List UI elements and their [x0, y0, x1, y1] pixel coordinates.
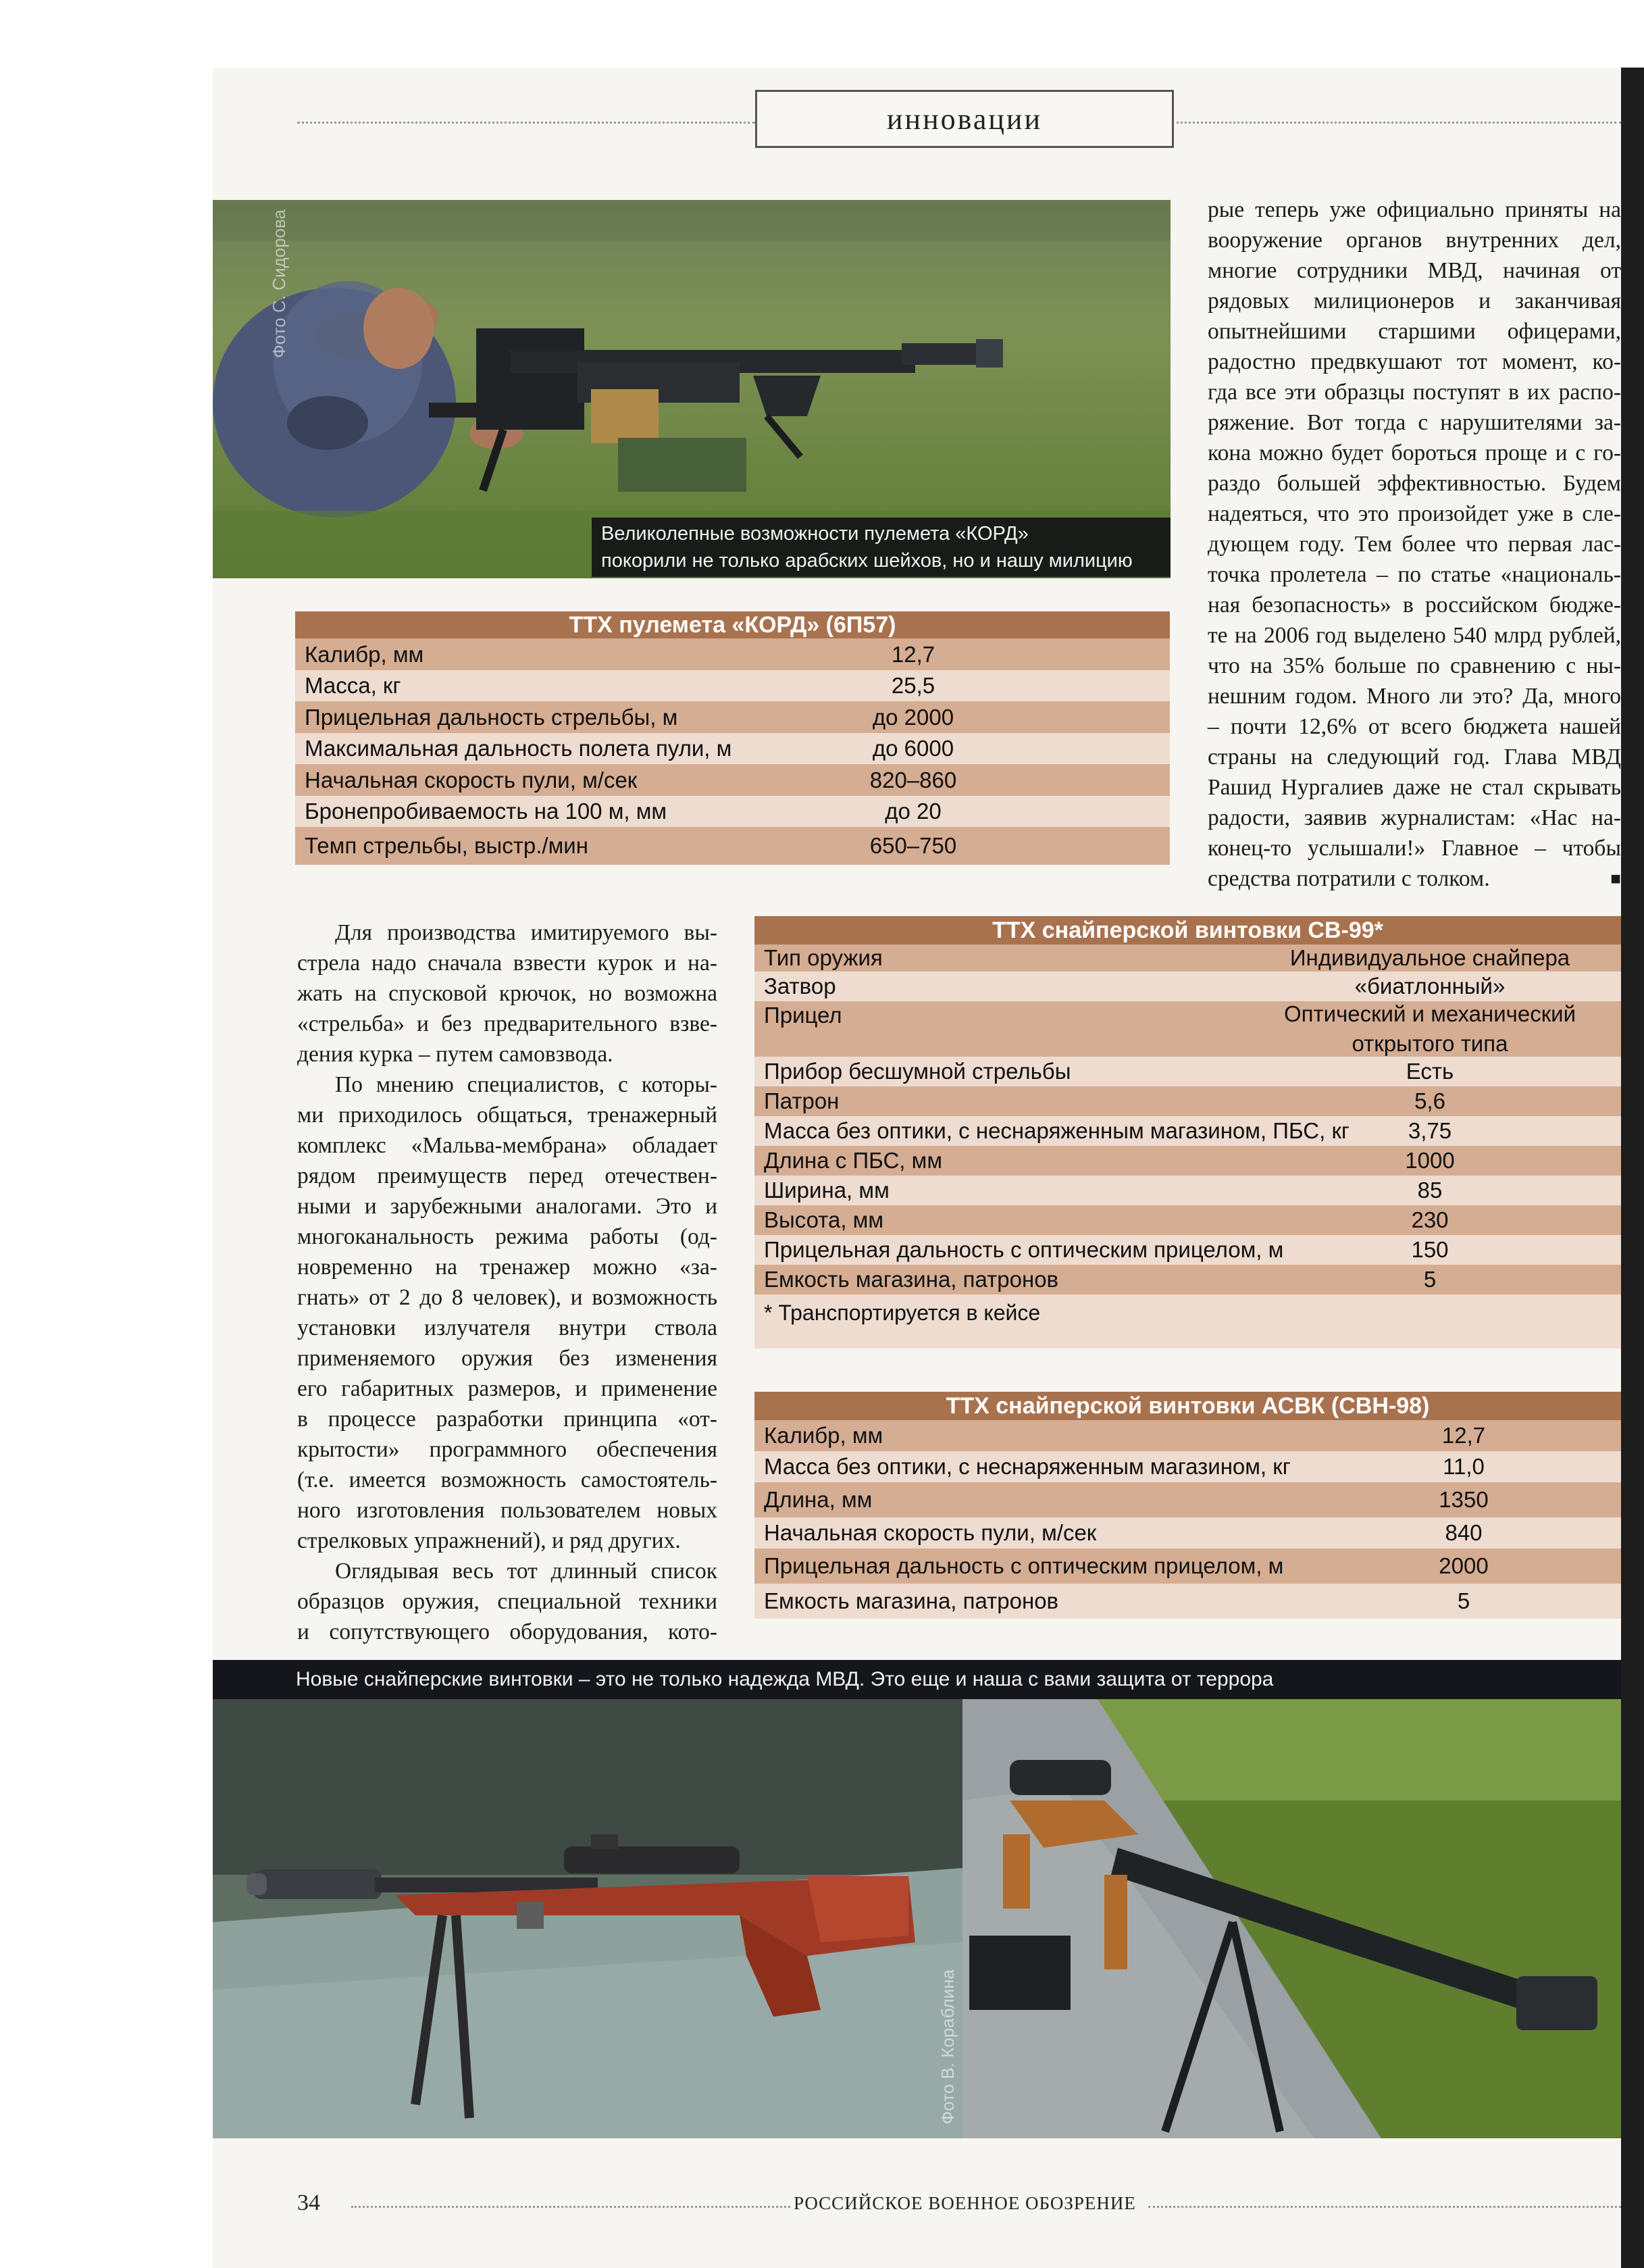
- sv99-param: Масса без оптики, с неснаряженным магазином, ПБС, кг: [764, 1118, 1350, 1143]
- asvk-row: [754, 1584, 1621, 1619]
- kord-row: [295, 701, 1170, 733]
- right-text-line: многие сотрудники МВД, начиная от: [1208, 258, 1621, 283]
- sv99-value: «биатлонный»: [1354, 974, 1506, 999]
- kord-value: 12,7: [891, 641, 935, 667]
- left-text-line: Оглядывая весь тот длинный список: [335, 1559, 717, 1584]
- left-text-line: стрела надо сначала взвести курок и на-: [297, 951, 717, 976]
- sv99-value: 230: [1411, 1207, 1449, 1232]
- scan-edge: [1621, 68, 1644, 2268]
- left-text-line: в процессе разработки принципа «от-: [297, 1407, 717, 1432]
- sv99-row: [754, 944, 1621, 972]
- right-text-line: страны на следующий год. Глава МВД: [1208, 745, 1621, 770]
- asvk-row: [754, 1517, 1621, 1548]
- magazine-name: РОССИЙСКОЕ ВОЕННОЕ ОБОЗРЕНИЕ: [794, 2193, 1136, 2213]
- kord-value: 820–860: [869, 767, 957, 792]
- footer-rule-left: [351, 2206, 790, 2208]
- right-text-line: те на 2006 год выделено 540 млрд рублей,: [1208, 623, 1621, 648]
- kord-row: [295, 827, 1170, 865]
- asvk-specs-table: [754, 1392, 1621, 1619]
- asvk-table-title: ТТХ снайперской винтовки АСВК (СВН-98): [754, 1392, 1621, 1420]
- rifles-photo-caption: Новые снайперские винтовки – это не только надежда МВД. Это еще и наша с вами защита от террора: [296, 1668, 1274, 1690]
- right-text-column: [1208, 195, 1621, 894]
- left-text-line: гнать» от 2 до 8 человек), и возможность: [297, 1285, 717, 1310]
- sv99-row: [754, 972, 1621, 1001]
- left-text-line: многоканальность режима работы (од-: [297, 1224, 717, 1249]
- rifles-photo-credit: Фото В. Кораблина: [937, 1969, 958, 2125]
- sv99-row: [754, 1086, 1621, 1116]
- right-text-line: ряжение. Вот тогда с нарушителями за-: [1208, 410, 1621, 435]
- right-text-line: точка пролетела – по статье «националь-: [1208, 562, 1621, 587]
- kord-param: Прицельная дальность стрельбы, м: [305, 704, 678, 730]
- right-text-line: надеяться, что это произойдет уже в сле-: [1208, 501, 1621, 526]
- asvk-row: [754, 1482, 1621, 1517]
- asvk-rifle-photo: [962, 1699, 1621, 2138]
- sv99-value-line: открытого типа: [1352, 1031, 1508, 1056]
- sv99-table-title: ТТХ снайперской винтовки СВ-99*: [754, 916, 1621, 944]
- left-text-line: установки излучателя внутри ствола: [297, 1315, 717, 1340]
- kord-row: [295, 670, 1170, 701]
- kord-param: Масса, кг: [305, 673, 401, 698]
- left-text-line: По мнению специалистов, с которы-: [335, 1072, 717, 1097]
- left-text-line: образцов оружия, специальной техники: [297, 1589, 717, 1614]
- sv99-row: [754, 1205, 1621, 1235]
- left-text-line: и сопутствующего оборудования, кото-: [297, 1619, 717, 1644]
- asvk-param: Калибр, мм: [764, 1423, 883, 1448]
- left-text-line: ного изготовления пользователем новых: [297, 1498, 717, 1523]
- sv99-value: 150: [1411, 1237, 1449, 1262]
- kord-param: Начальная скорость пули, м/сек: [305, 767, 638, 792]
- sv99-value-line: Оптический и механический: [1283, 1001, 1576, 1026]
- kord-row: [295, 764, 1170, 796]
- right-text-line: гда все эти образцы поступят в их распо-: [1208, 380, 1621, 405]
- kord-value: до 2000: [872, 704, 954, 730]
- kord-caption-line-2: покорили не только арабских шейхов, но и нашу милицию: [601, 550, 1133, 572]
- sv99-value: 85: [1417, 1178, 1443, 1203]
- sv99-row: [754, 1235, 1621, 1265]
- right-text-line: вооружение органов внутренних дел,: [1208, 228, 1621, 253]
- kord-row: [295, 796, 1170, 827]
- asvk-param: Емкость магазина, патронов: [764, 1588, 1059, 1613]
- footer-rule-right: [1148, 2206, 1621, 2208]
- kord-value: до 6000: [872, 736, 954, 761]
- kord-row: [295, 638, 1170, 670]
- right-text-line: – почти 12,6% от всего бюджета нашей: [1208, 714, 1621, 739]
- left-text-line: ми приходилось общаться, тренажерный: [297, 1103, 717, 1128]
- sv99-value: [1241, 999, 1619, 1059]
- sv99-value: 5,6: [1414, 1088, 1445, 1113]
- header-rule-right: [1172, 122, 1621, 124]
- page-number: 34: [297, 2190, 320, 2215]
- section-header: [755, 90, 1174, 148]
- kord-param: Калибр, мм: [305, 641, 424, 667]
- right-text-line: раздо большей эффективностью. Будем: [1208, 471, 1621, 496]
- header-rule-left: [297, 122, 755, 124]
- sv99-row: [754, 1176, 1621, 1205]
- sv99-value: Индивидуальное снайпера: [1289, 945, 1570, 970]
- sv99-row: [754, 1057, 1621, 1086]
- rifles-photo-caption-bar: [213, 1660, 1621, 1699]
- sv99-value: 1000: [1405, 1148, 1455, 1173]
- end-of-article-mark: ■: [1610, 869, 1621, 888]
- left-text-line: стрелковых упражнений), и ряд других.: [297, 1528, 681, 1553]
- left-text-line: Для производства имитируемого вы-: [335, 920, 717, 945]
- kord-param: Максимальная дальность полета пули, м: [305, 736, 732, 761]
- kord-value: до 20: [885, 799, 942, 824]
- sv99-param: Высота, мм: [764, 1207, 884, 1232]
- left-text-line: новременно на тренажер можно «за-: [297, 1255, 717, 1280]
- right-text-line: конец-то услышали!» Главное – чтобы: [1208, 836, 1621, 861]
- asvk-value: 1350: [1439, 1487, 1489, 1512]
- sv99-value: 5: [1423, 1267, 1437, 1292]
- sv99-param: Затвор: [764, 974, 836, 999]
- asvk-value: 5: [1457, 1588, 1470, 1613]
- asvk-row: [754, 1451, 1621, 1482]
- sv99-row: [754, 1265, 1621, 1294]
- kord-row: [295, 733, 1170, 764]
- kord-caption-line-1: Великолепные возможности пулемета «КОРД»: [601, 523, 1029, 545]
- left-text-line: комплекс «Мальва-мембрана» обладает: [297, 1133, 717, 1158]
- right-text-line: средства потратили с толком.: [1208, 866, 1490, 891]
- right-text-line: радостно предвкушают тот момент, ко-: [1208, 349, 1621, 374]
- left-text-line: применяемого оружия без изменения: [297, 1346, 717, 1371]
- sv99-param: Емкость магазина, патронов: [764, 1267, 1059, 1292]
- left-text-line: «стрельба» и без предварительного взве-: [297, 1011, 717, 1036]
- left-text-line: ными и зарубежными аналогами. Это и: [297, 1194, 717, 1219]
- left-text-line: дения курка – путем самовзвода.: [297, 1042, 613, 1067]
- left-text-line: (т.е. имеется возможность самостоятель-: [297, 1467, 717, 1492]
- kord-param: Темп стрельбы, выстр./мин: [305, 833, 588, 858]
- right-text-line: рядовых милиционеров и заканчивая: [1208, 288, 1621, 313]
- asvk-value: 2000: [1439, 1553, 1489, 1578]
- right-text-line: опытнейшими старшими офицерами,: [1208, 319, 1621, 344]
- sv99-value: 3,75: [1408, 1118, 1452, 1143]
- kord-photo-credit: Фото С. Сидорова: [269, 209, 289, 359]
- kord-table-title: ТТХ пулемета «КОРД» (6П57): [295, 611, 1170, 638]
- asvk-row: [754, 1548, 1621, 1584]
- kord-value: 25,5: [891, 673, 935, 698]
- sv99-row: [754, 1001, 1621, 1057]
- sv99-rifle-illustration: [213, 1699, 962, 2138]
- sv99-param: Патрон: [764, 1088, 840, 1113]
- asvk-value: 11,0: [1443, 1454, 1485, 1479]
- sv99-param: Тип оружия: [764, 945, 883, 970]
- asvk-rifle-illustration: [962, 1699, 1621, 2138]
- sv99-value: Есть: [1406, 1059, 1454, 1084]
- right-text-line: что на 35% больше по сравнению с ны-: [1208, 653, 1621, 678]
- asvk-param: Начальная скорость пули, м/сек: [764, 1520, 1097, 1545]
- left-text-column: [297, 917, 717, 1647]
- sv99-param: Прибор бесшумной стрельбы: [764, 1059, 1071, 1084]
- right-text-line: дующем году. Тем более что первая лас-: [1208, 532, 1621, 557]
- left-text-line: его габаритных размеров, и применение: [297, 1376, 717, 1401]
- right-text-line: ная безопасность» в российском бюдже-: [1208, 593, 1621, 618]
- sv99-rifle-photo: [213, 1699, 962, 2138]
- sv99-row: [754, 1146, 1621, 1176]
- sv99-param: Ширина, мм: [764, 1178, 890, 1203]
- right-text-line: кона можно будет бороться проще и с го-: [1208, 440, 1621, 465]
- right-text-line: нешним годом. Много ли это? Да, много: [1208, 684, 1621, 709]
- right-text-line: Рашид Нургалиев даже не стал скрывать: [1208, 775, 1621, 800]
- sv99-footnote: * Транспортируется в кейсе: [764, 1301, 1041, 1325]
- left-text-line: рядом преимуществ перед отечествен-: [297, 1163, 717, 1188]
- sv99-param: Прицел: [764, 1003, 842, 1028]
- right-text-line: рые теперь уже официально приняты на: [1208, 197, 1621, 222]
- sv99-param: Длина с ПБС, мм: [764, 1148, 942, 1173]
- kord-specs-table: [295, 611, 1170, 865]
- kord-photo-caption: [592, 518, 1171, 577]
- sv99-param: Прицельная дальность с оптическим прицелом, м: [764, 1237, 1284, 1262]
- kord-value: 650–750: [869, 833, 957, 858]
- sv99-row: [754, 1116, 1621, 1146]
- asvk-param: Прицельная дальность с оптическим прицелом, м: [764, 1553, 1284, 1578]
- asvk-param: Масса без оптики, с неснаряженным магазином, кг: [764, 1454, 1291, 1479]
- left-text-line: жать на спусковой крючок, но возможна: [297, 981, 717, 1006]
- right-text-line: радости, заявив журналистам: «Нас на-: [1208, 805, 1621, 830]
- section-title: инновации: [886, 102, 1042, 136]
- asvk-value: 840: [1445, 1520, 1483, 1545]
- kord-param: Бронепробиваемость на 100 м, мм: [305, 799, 667, 824]
- sv99-specs-table: [754, 916, 1621, 1349]
- asvk-param: Длина, мм: [764, 1487, 873, 1512]
- asvk-row: [754, 1420, 1621, 1451]
- left-text-line: крытости» программного обеспечения: [297, 1437, 717, 1462]
- asvk-value: 12,7: [1441, 1423, 1486, 1448]
